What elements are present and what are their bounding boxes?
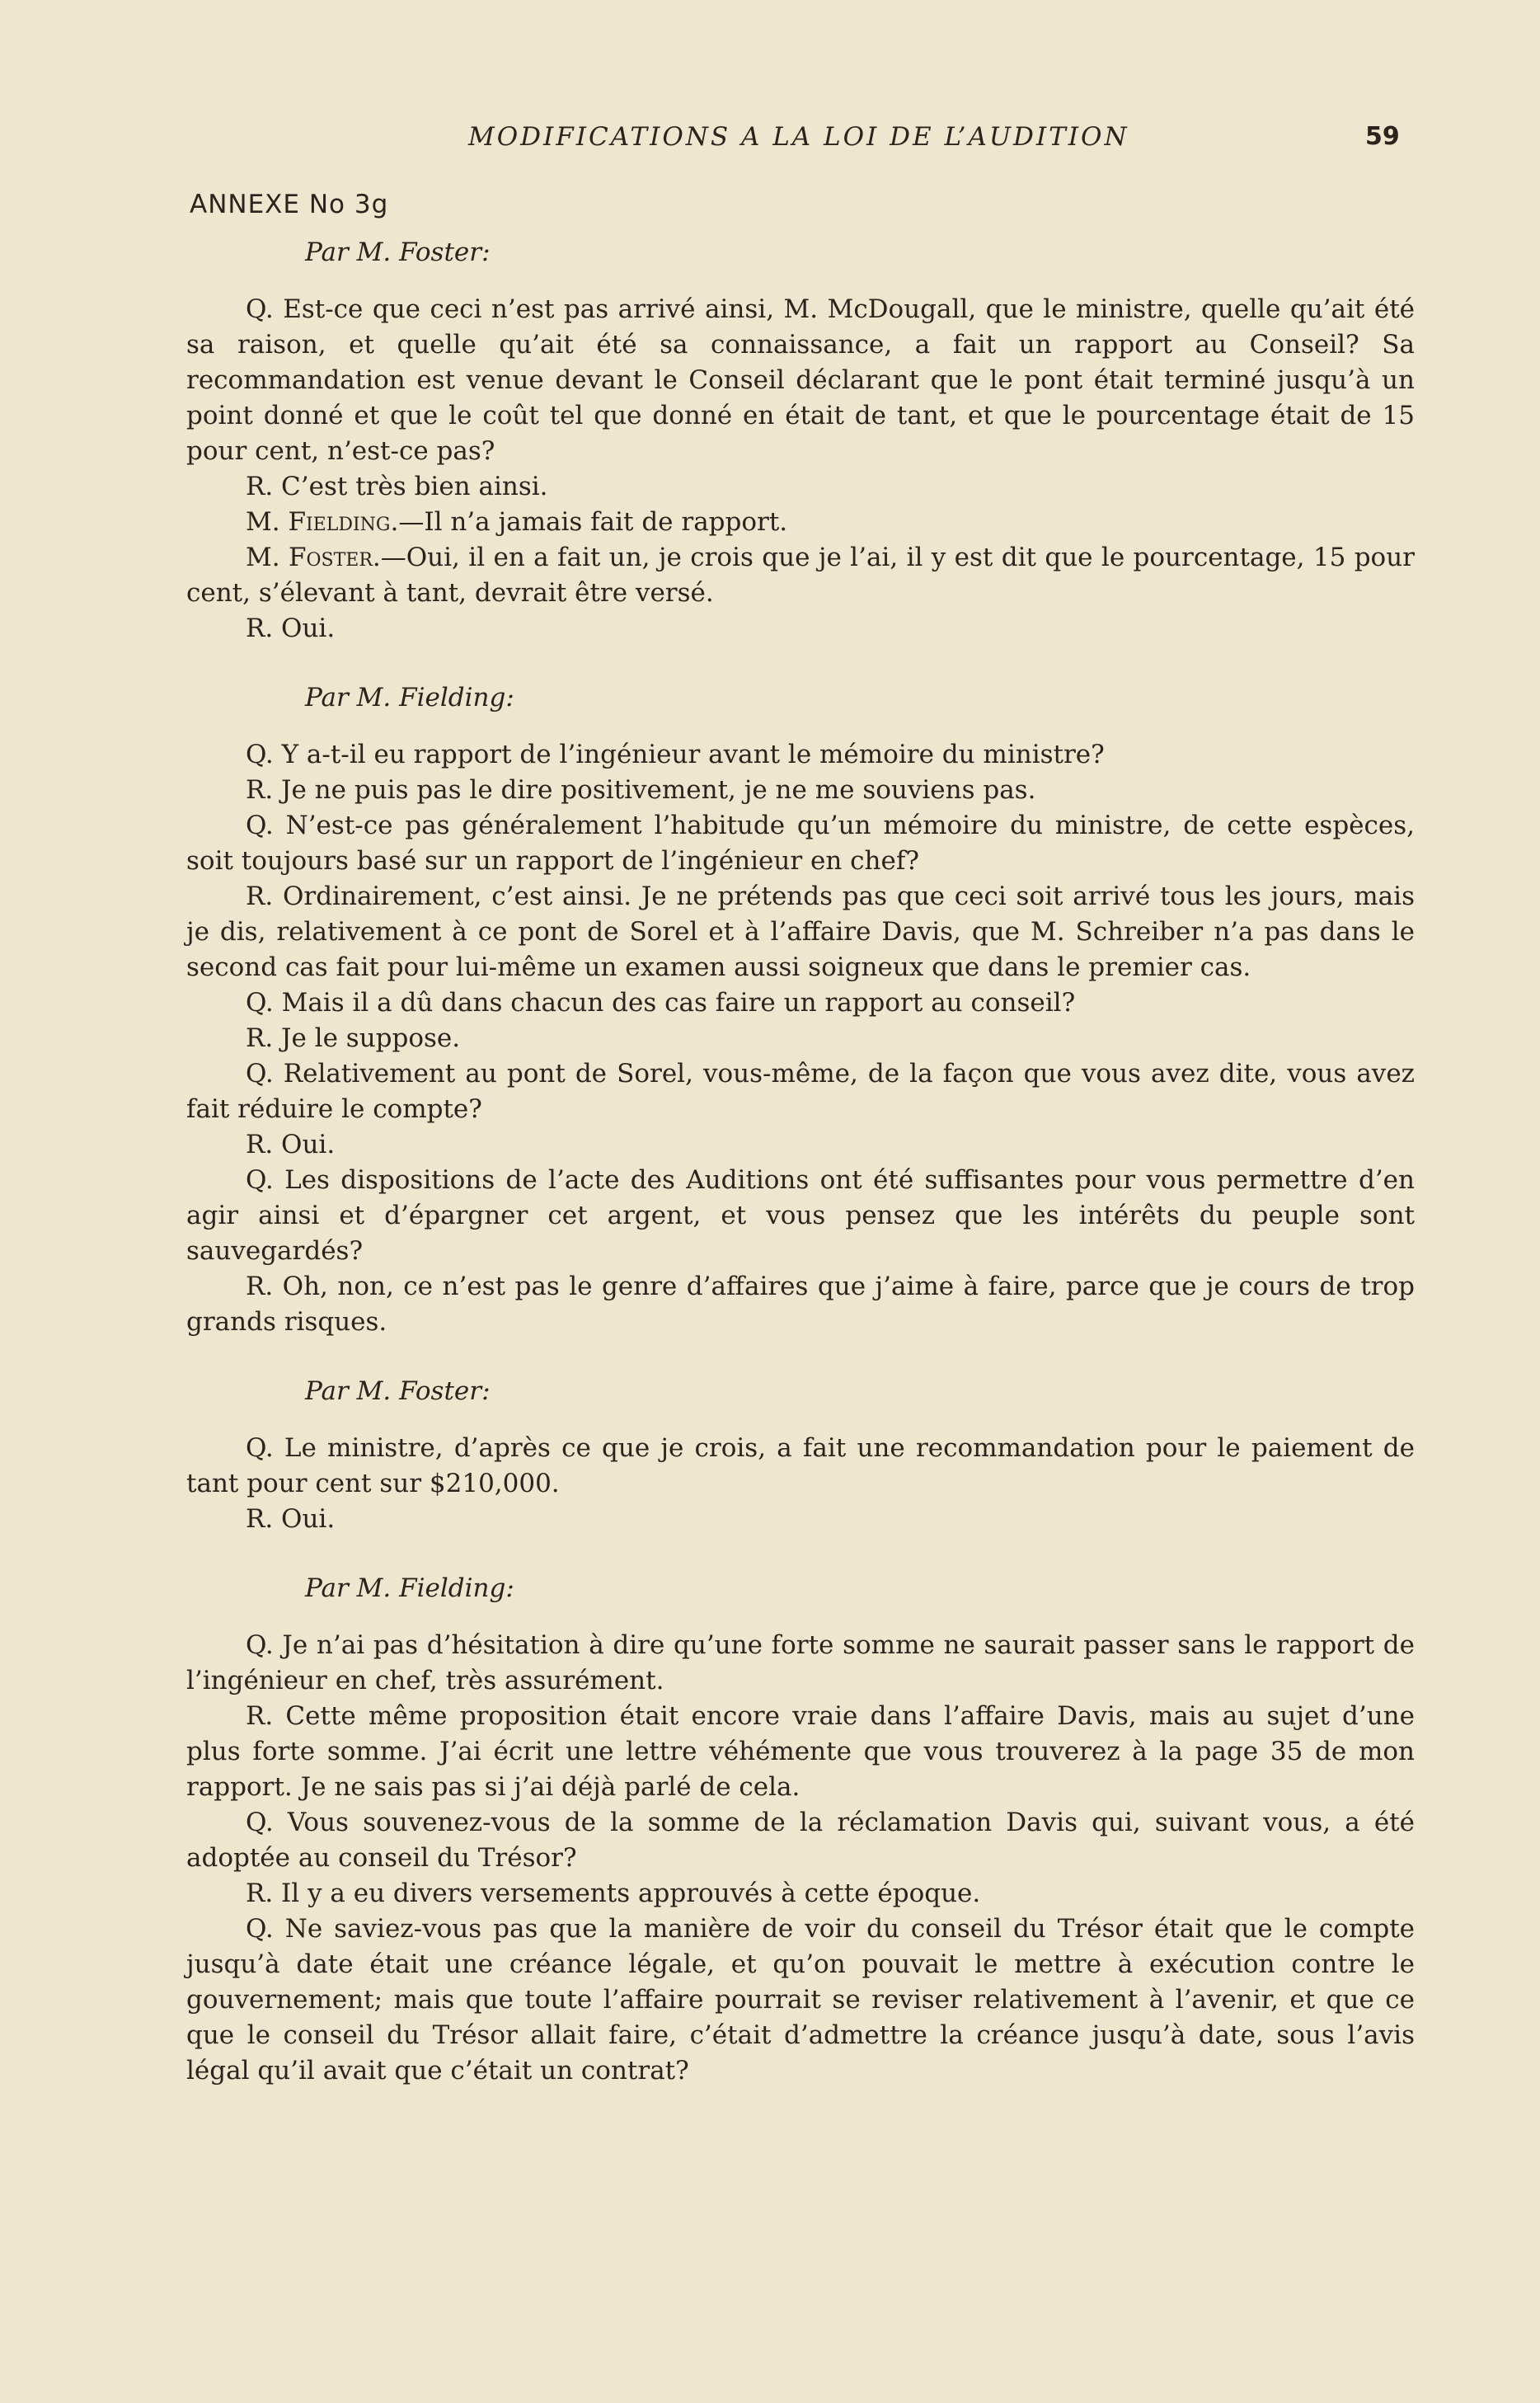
- transcript-paragraph: [186, 985, 1415, 1021]
- transcript-paragraph: [186, 1628, 1415, 1699]
- transcript-paragraph: [186, 1127, 1415, 1163]
- paragraph-text: Q. Le ministre, d’après ce que je crois, a fait une recommandation pour le paiement de tant pour cent sur $210,000.: [186, 1433, 1415, 1498]
- paragraph-text: R. Oui.: [246, 614, 336, 643]
- paragraph-text: Q. Ne saviez-vous pas que la manière de voir du conseil du Trésor était que le compte jusqu’à date était une créance légale, et qu’on pouvait le mettre à exécution contre le gouvernement; mais que toute l’affaire pourrait se reviser relativement à l’avenir, et que ce que le conseil du Trésor allait faire, c’était d’admettre la créance jusqu’à date, sous l’avis légal qu’il avait que c’était un contrat?: [186, 1914, 1415, 2086]
- transcript-paragraph: [186, 879, 1415, 985]
- transcript-paragraph: [186, 1912, 1415, 2089]
- section-heading: Par M. Foster:: [305, 1376, 491, 1406]
- transcript-paragraph: [186, 1876, 1415, 1912]
- paragraph-text: Q. N’est-ce pas généralement l’habitude qu’un mémoire du ministre, de cette espèces, soit toujours basé sur un rapport de l’ingénieur en chef?: [186, 811, 1415, 876]
- paragraph-text: R. Je ne puis pas le dire positivement, je ne me souviens pas.: [246, 775, 1036, 805]
- transcript-paragraph: [186, 1431, 1415, 1502]
- transcript-paragraph: [186, 505, 1415, 540]
- transcript-paragraph: [186, 1269, 1415, 1340]
- paragraph-text: R. Cette même proposition était encore vraie dans l’affaire Davis, mais au sujet d’une plus forte somme. J’ai écrit une lettre véhémente que vous trouverez à la page 35 de mon rapport. Je ne sais pas si j’ai déjà parlé de cela.: [186, 1701, 1415, 1802]
- section-heading: Par M. Foster:: [305, 237, 491, 267]
- paragraph-text: —Il n’a jamais fait de rapport.: [398, 507, 788, 537]
- transcript-paragraph: [186, 1502, 1415, 1537]
- transcript-paragraph: [186, 1805, 1415, 1876]
- paragraph-text: Q. Mais il a dû dans chacun des cas faire un rapport au conseil?: [246, 988, 1076, 1018]
- page-number: 59: [1365, 122, 1400, 151]
- transcript-section: [186, 1570, 1415, 2089]
- speaker-name: M. Fielding.: [246, 507, 399, 537]
- paragraph-text: Q. Je n’ai pas d’hésitation à dire qu’une forte somme ne saurait passer sans le rapport de l’ingénieur en chef, très assurément.: [186, 1630, 1415, 1695]
- annex-label: ANNEXE No 3g: [190, 190, 389, 219]
- paragraph-text: R. Oh, non, ce n’est pas le genre d’affaires que j’aime à faire, parce que je cours de trop grands risques.: [186, 1272, 1415, 1337]
- transcript-paragraph: [186, 808, 1415, 879]
- paragraph-text: R. Il y a eu divers versements approuvés à cette époque.: [246, 1879, 981, 1908]
- transcript-section: [186, 1373, 1415, 1537]
- transcript-paragraph: [186, 1056, 1415, 1127]
- transcript-section: [186, 680, 1415, 1340]
- paragraph-text: R. C’est très bien ainsi.: [246, 472, 548, 501]
- running-title: MODIFICATIONS A LA LOI DE L’AUDITION: [468, 122, 1129, 152]
- transcript-paragraph: [186, 292, 1415, 469]
- paragraph-text: Q. Vous souvenez-vous de la somme de la réclamation Davis qui, suivant vous, a été adoptée au conseil du Trésor?: [186, 1808, 1415, 1873]
- paragraph-text: R. Oui.: [246, 1504, 336, 1534]
- paragraph-text: Q. Relativement au pont de Sorel, vous-même, de la façon que vous avez dite, vous avez fait réduire le compte?: [186, 1059, 1415, 1124]
- speaker-name: M. Foster.: [246, 543, 381, 572]
- paragraph-text: R. Ordinairement, c’est ainsi. Je ne prétends pas que ceci soit arrivé tous les jours, mais je dis, relativement à ce pont de Sorel et à l’affaire Davis, que M. Schreiber n’a pas dans le second cas fait pour lui-même un examen aussi soigneux que dans le premier cas.: [186, 882, 1415, 982]
- section-heading: Par M. Fielding:: [305, 683, 514, 712]
- transcript-paragraph: [186, 773, 1415, 808]
- paragraph-text: R. Oui.: [246, 1130, 336, 1159]
- paragraph-text: Q. Y a-t-il eu rapport de l’ingénieur avant le mémoire du ministre?: [246, 740, 1105, 769]
- section-heading: Par M. Fielding:: [305, 1573, 514, 1603]
- transcript-paragraph: [186, 1021, 1415, 1056]
- transcript-paragraph: [186, 540, 1415, 611]
- transcript-paragraph: [186, 469, 1415, 505]
- paragraph-text: Q. Est-ce que ceci n’est pas arrivé ainsi, M. McDougall, que le ministre, quelle qu’ait été sa raison, et quelle qu’ait été sa connaissance, a fait un rapport au Conseil? Sa recommandation est venue devant le Conseil déclarant que le pont était terminé jusqu’à un point donné et que le coût tel que donné en était de tant, et que le pourcentage était de 15 pour cent, n’est-ce pas?: [186, 294, 1415, 466]
- paragraph-text: R. Je le suppose.: [246, 1023, 461, 1053]
- page-header: [0, 122, 1540, 163]
- transcript-paragraph: [186, 1163, 1415, 1269]
- paragraph-text: —Oui, il en a fait un, je crois que je l’ai, il y est dit que le pourcentage, 15 pour cent, s’élevant à tant, devrait être versé.: [186, 543, 1415, 608]
- paragraph-text: Q. Les dispositions de l’acte des Auditions ont été suffisantes pour vous permettre d’en agir ainsi et d’épargner cet argent, et vous pensez que les intérêts du peuple sont sauvegardés?: [186, 1165, 1415, 1266]
- transcript-paragraph: [186, 1699, 1415, 1805]
- transcript-paragraph: [186, 611, 1415, 647]
- transcript-paragraph: [186, 737, 1415, 773]
- transcript-section: [186, 234, 1415, 647]
- document-body: [186, 234, 1415, 2089]
